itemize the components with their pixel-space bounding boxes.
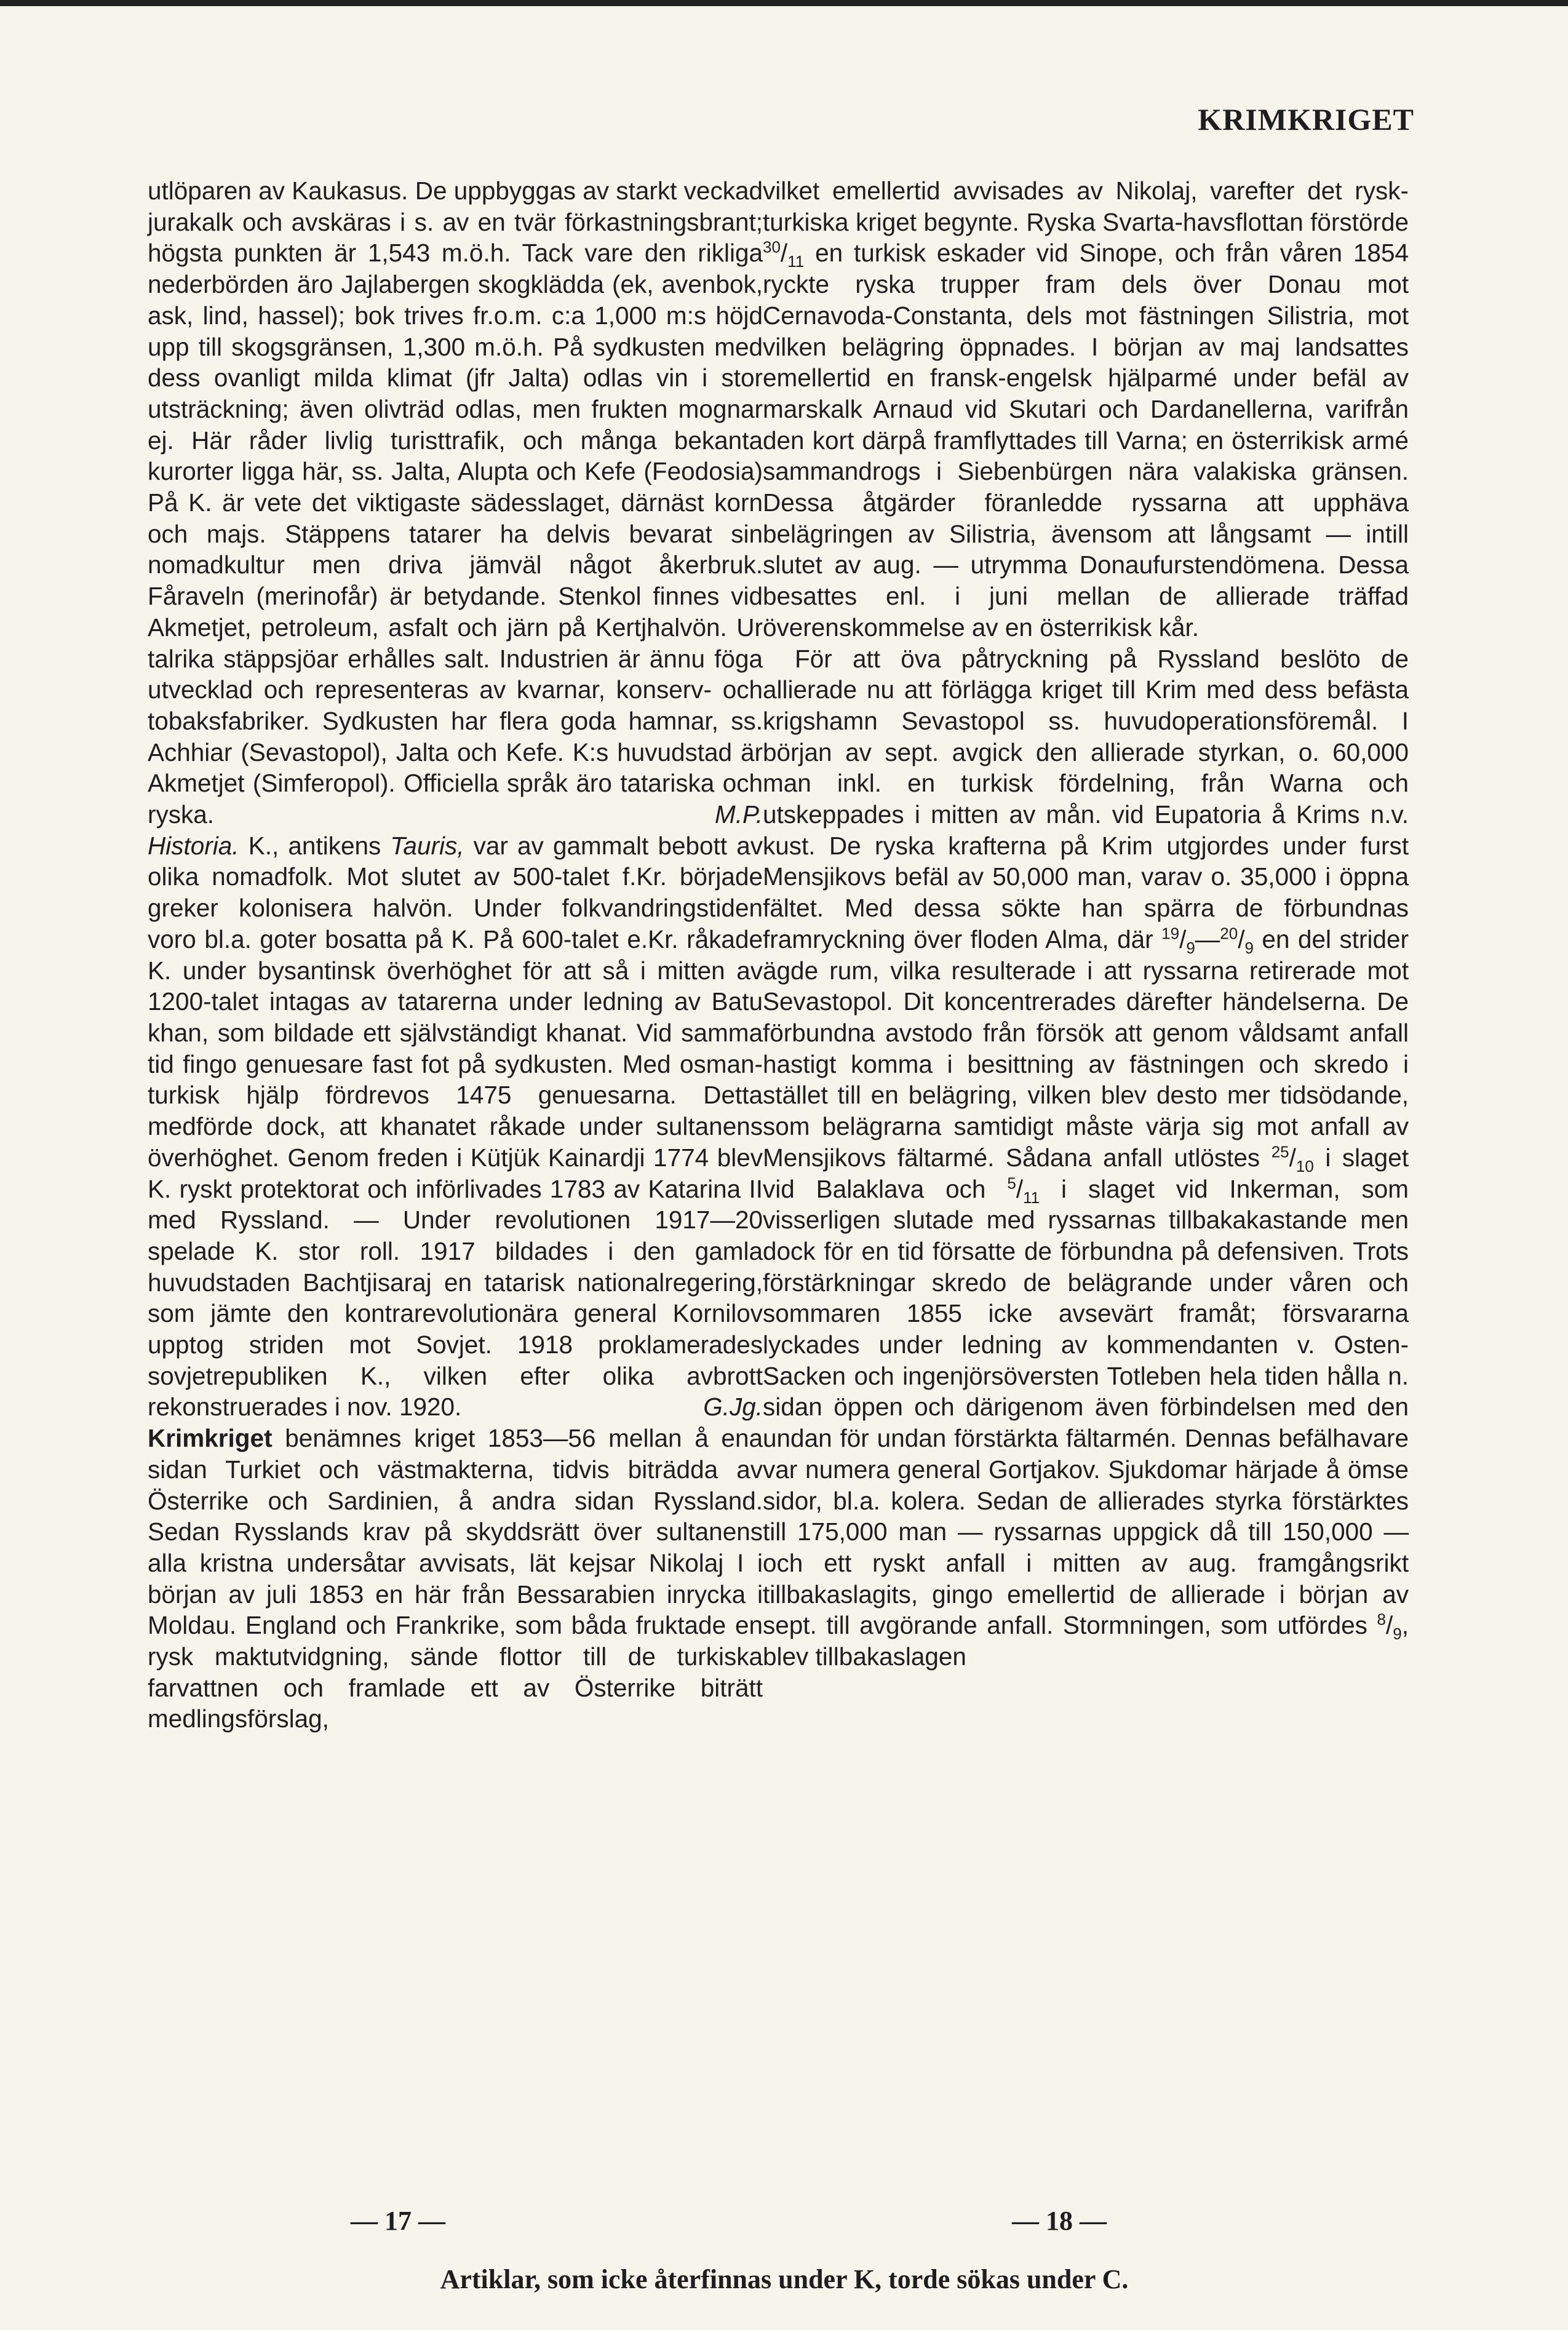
date-fraction-denominator: 9: [1186, 938, 1195, 957]
campaign-text: en del strider ägde rum, vilka resulterade i att ryssarna retirerade mot Sevastopol. Dit koncentrerades därefter händelserna. De förbundna avstodo från försök att genom våldsamt anfall hastigt komma i besittning av fästningen och skredo i stället till en belägring, vilken blev desto mer tidsödande, som belägrarna samtidigt måste värja sig mot anfall av Mensjikovs fältarmé. Sådana anfall utlöstes: [763, 924, 1409, 1172]
campaign-paragraph: För att öva påtryckning på Ryssland beslöto de allierade nu att förlägga kriget till Krim med dess befästa krigshamn Sevastopol ss. huvudoperationsföremål. I början av sept. avgick den allierade styrkan, o. 60,000 man inkl. en turkisk fördelning, från Warna och utskeppades i mitten av mån. vid Eupatoria å Krims n.v. kust. De ryska krafterna på Krim utgjordes under furst Mensjikovs befäl av 50,000 man, varav o. 35,000 i öppna fältet. Med dessa sökte han spärra de förbundnas framryckning över floden Alma, där $^{19}/_9—^{20}/_9$ en del strider ägde rum, vilka resulterade i att ryssarna retirerade mot Sevastopol. Dit koncentrerades därefter händelserna. De förbundna avstodo från försök att genom våldsamt anfall hastigt komma i besittning av fästningen och skredo i stället till en belägring, vilken blev desto mer tidsödande, som belägrarna samtidigt måste värja sig mot anfall av Mensjikovs fältarmé. Sådana anfall utlöstes $^{25}/_{10}$ i slaget vid Balaklava och $^5/_{11}$ i slaget vid Inkerman, som visserligen slutade med ryssarnas tillbakakastande men dock för en tid försatte de förbundna på defensiven. Trots förstärkningar skredo de belägrande under våren och sommaren 1855 icke avsevärt framåt; försvararna lyckades under ledning av kommendanten v. Osten-Sacken och ingenjörsöversten Totleben hela tiden hålla n. sidan öppen och därigenom även förbindelsen med den undan för undan förstärkta fältarmén. Dennas befälhavare var numera general Gortjakov. Sjukdomar härjade å ömse sidor, bl.a. kolera. Sedan de allierades styrka förstärktes till 175,000 man — ryssarnas uppgick då till 150,000 — och ett ryskt anfall i mitten av aug. framgångsrikt tillbakaslagits, gingo emellertid de allierade i början av sept. till avgörande anfall. Stormningen, som utfördes $^8/_9$, blev tillbakaslagen: [763, 644, 1409, 1671]
date-fraction-denominator: 11: [1023, 1188, 1040, 1207]
date-fraction-numerator: 5: [1007, 1174, 1016, 1192]
campaign-text: , blev tillbakaslagen: [763, 1611, 1409, 1671]
date-fraction-denominator: 10: [1295, 1156, 1314, 1175]
date-fraction-denominator: 9: [1393, 1624, 1402, 1644]
campaign-text: i slaget vid Inkerman, som visserligen slutade med ryssarnas tillbakakastande men dock för en tid försatte de förbundna på defensiven. Trots förstärkningar skredo de belägrande under våren och sommaren 1855 icke avsevärt framåt; försvararna lyckades under ledning av kommendanten v. Osten-Sacken och ingenjörsöversten Totleben hela tiden hålla n. sidan öppen och därigenom även förbindelsen med den undan för undan förstärkta fältarmén. Dennas befälhavare var numera general Gortjakov. Sjukdomar härjade å ömse sidor, bl.a. kolera. Sedan de allierades styrka förstärktes till 175,000 man — ryssarnas uppgick då till 150,000 — och ett ryskt anfall i mitten av aug. framgångsrikt tillbakaslagits, gingo emellertid de allierade i början av sept. till avgörande anfall. Stormningen, som utfördes: [763, 1174, 1409, 1640]
page-number-left: — 17 —: [351, 2206, 445, 2236]
top-border-rule: [0, 0, 1568, 6]
war-text: en turkisk eskader vid Sinope, och från våren 1854 ryckte ryska trupper fram dels över Donau mot Cernavoda-Constanta, dels mot fästningen Silistria, mot vilken belägring öppnades. I början av maj landsattes emellertid en fransk-engelsk hjälparmé under befäl av marskalk Arnaud vid Skutari och Dardanellerna, varifrån den kort därpå framflyttades till Varna; en österrikisk armé sammandrogs i Siebenbürgen nära valakiska gränsen. Dessa åtgärder föranledde ryssarna att upphäva belägringen av Silistria, ävensom att långsamt — intill slutet av aug. — utrymma Donaufurstendömena. Dessa besattes enl. i juni mellan de allierade träffad överenskommelse av en österrikisk kår.: [763, 239, 1409, 642]
crimean-war-heading: Krimkriget: [148, 1424, 273, 1453]
history-text-lead: K., antikens: [239, 831, 391, 860]
campaign-text: För att öva påtryckning på Ryssland beslöto de allierade nu att förlägga kriget till Krim med dess befästa krigshamn Sevastopol ss. huvudoperationsföremål. I början av sept. avgick den allierade styrkan, o. 60,000 man inkl. en turkisk fördelning, från Warna och utskeppades i mitten av mån. vid Eupatoria å Krims n.v. kust. De ryska krafterna på Krim utgjordes under furst Mensjikovs befäl av 50,000 man, varav o. 35,000 i öppna fältet. Med dessa sökte han spärra de förbundnas framryckning över floden Alma, där: [763, 644, 1409, 953]
date-fraction-numerator: 19: [1161, 924, 1180, 943]
war-continuation-paragraph: vilket emellertid avvisades av Nikolaj, varefter det rysk-turkiska kriget begynte. Ryska Svarta-havsflottan förstörde $^{30}/_{11}$ en turkisk eskader vid Sinope, och från våren 1854 ryckte ryska trupper fram dels över Donau mot Cernavoda-Constanta, dels mot fästningen Silistria, mot vilken belägring öppnades. I början av maj landsattes emellertid en fransk-engelsk hjälparmé under befäl av marskalk Arnaud vid Skutari och Dardanellerna, varifrån den kort därpå framflyttades till Varna; en österrikisk armé sammandrogs i Siebenbürgen nära valakiska gränsen. Dessa åtgärder föranledde ryssarna att upphäva belägringen av Silistria, ävensom att långsamt — intill slutet av aug. — utrymma Donaufurstendömena. Dessa besattes enl. i juni mellan de allierade träffad överenskommelse av en österrikisk kår.: [763, 177, 1409, 642]
left-column: [148, 175, 763, 1735]
history-heading: Historia.: [148, 831, 239, 860]
date-fraction-numerator: 20: [1220, 924, 1238, 943]
history-paragraph: [148, 830, 763, 1423]
page-number-right: — 18 —: [1012, 2206, 1107, 2236]
date-dash: —: [1195, 924, 1220, 953]
right-column: [763, 175, 1409, 1672]
date-fraction-denominator: 9: [1244, 938, 1254, 957]
date-fraction-numerator: 30: [763, 237, 781, 256]
geography-paragraph: [148, 175, 763, 830]
war-text: vilket emellertid avvisades av Nikolaj, varefter det rysk-turkiska kriget begynte. Ryska Svarta-havsflottan förstörde: [763, 177, 1409, 236]
tauris-term: Tauris,: [390, 831, 464, 860]
author-signature: M.P.: [714, 800, 763, 829]
date-fraction-denominator: 11: [787, 252, 805, 271]
author-signature: G.Jg.: [703, 1393, 763, 1421]
crimean-war-text: benämnes kriget 1853—56 mellan å ena sidan Turkiet och västmakterna, tidvis biträdda av Österrike och Sardinien, å andra sidan Ryssland. Sedan Rysslands krav på skyddsrätt över sultanens alla kristna undersåtar avvisats, lät kejsar Nikolaj I i början av juli 1853 en här från Bessarabien inrycka i Moldau. England och Frankrike, som båda fruktade en rysk maktutvidgning, sände flottor till de turkiska farvattnen och framlade ett av Österrike biträtt medlingsförslag,: [148, 1424, 763, 1733]
date-fraction-numerator: 25: [1271, 1142, 1289, 1161]
crimean-war-paragraph: [148, 1423, 763, 1735]
history-text: var av gammalt bebott av olika nomadfolk. Mot slutet av 500-talet f.Kr. började greker kolonisera halvön. Under folkvandringstiden voro bl.a. goter bosatta på K. På 600-talet e.Kr. råkade K. under bysantinsk överhöghet för att så i mitten av 1200-talet intagas av tatarerna under ledning av Batu khan, som bildade ett självständigt khanat. Vid samma tid fingo genuesare fast fot på sydkusten. Med osman-turkisk hjälp fördrevos 1475 genuesarna. Detta medförde dock, att khanatet råkade under sultanens överhöghet. Genom freden i Kütjük Kainardji 1774 blev K. ryskt protektorat och införlivades 1783 av Katarina II med Ryssland. — Under revolutionen 1917—20 spelade K. stor roll. 1917 bildades i den gamla huvudstaden Bachtjisaraj en tatarisk nationalregering, som jämte den kontrarevolutionära general Kornilov upptog striden mot Sovjet. 1918 proklamerades sovjetrepubliken K., vilken efter olika avbrott rekonstruerades i nov. 1920.: [148, 831, 763, 1421]
campaign-text: i slaget vid Balaklava och: [763, 1143, 1409, 1203]
date-fraction-numerator: 8: [1377, 1610, 1386, 1629]
running-head: KRIMKRIGET: [1198, 102, 1414, 137]
footer-note: Artiklar, som icke återfinnas under K, torde sökas under C.: [440, 2264, 1129, 2294]
geography-text: utlöparen av Kaukasus. De uppbyggas av starkt veckad jurakalk och avskäras i s. av en tvär förkastningsbrant; högsta punkten är 1,543 m.ö.h. Tack vare den rikliga nederbörden äro Jajlabergen skogklädda (ek, avenbok, ask, lind, hassel); bok trives fr.o.m. c:a 1,000 m:s höjd upp till skogsgränsen, 1,300 m.ö.h. På sydkusten med dess ovanligt milda klimat (jfr Jalta) odlas vin i stor utsträckning; även olivträd odlas, men frukten mognar ej. Här råder livlig turisttrafik, och många bekanta kurorter ligga här, ss. Jalta, Alupta och Kefe (Feodosia) På K. är vete det viktigaste sädesslaget, därnäst korn och majs. Stäppens tatarer ha delvis bevarat sin nomadkultur men driva jämväl något åkerbruk. Fåraveln (merinofår) är betydande. Stenkol finnes vid Akmetjet, petroleum, asfalt och järn på Kertjhalvön. Ur talrika stäppsjöar erhålles salt. Industrien är ännu föga utvecklad och representeras av kvarnar, konserv- och tobaksfabriker. Sydkusten har flera goda hamnar, ss. Achhiar (Sevastopol), Jalta och Kefe. K:s huvudstad är Akmetjet (Simferopol). Officiella språk äro tatariska och ryska.: [148, 177, 763, 829]
